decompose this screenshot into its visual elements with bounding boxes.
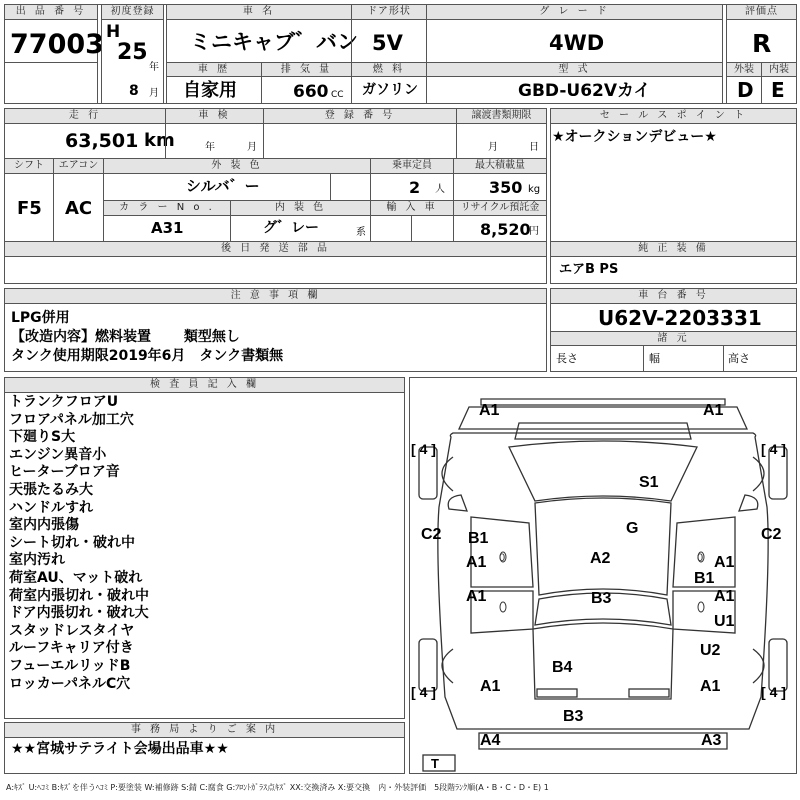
left-mirror-outline bbox=[448, 495, 467, 511]
list-item: フューエルリッドB bbox=[9, 657, 131, 674]
door-type: 5V bbox=[372, 31, 403, 55]
mark-tire-fl: [ 4 ] bbox=[411, 441, 436, 457]
header-score: 評価点 bbox=[726, 4, 797, 20]
month-unit: 月 bbox=[149, 88, 159, 99]
inspection-year: 年 bbox=[205, 142, 215, 153]
mark-b3-mid: B3 bbox=[591, 590, 612, 607]
header-mileage: 走 行 bbox=[4, 108, 166, 124]
header-recycle: リサイクル預託金 bbox=[453, 200, 547, 216]
recycle: 8,520 bbox=[480, 220, 531, 239]
mark-a1-right-door1: A1 bbox=[714, 554, 735, 571]
mark-a1-left-door1: A1 bbox=[466, 554, 487, 571]
rear-bumper-outline bbox=[479, 733, 727, 749]
right-rear-handle bbox=[698, 602, 704, 612]
header-first-reg: 初度登録 bbox=[101, 4, 164, 20]
header-history: 車 歴 bbox=[166, 62, 262, 77]
left-rear-handle bbox=[500, 602, 506, 612]
mark-s1: S1 bbox=[639, 474, 659, 491]
note-line: 【改造内容】燃料装置 類型無し bbox=[11, 329, 240, 345]
header-dims: 諸 元 bbox=[550, 331, 797, 346]
mark-b1-right: B1 bbox=[694, 570, 715, 587]
list-item: ハンドルすれ bbox=[9, 499, 93, 516]
mark-u2: U2 bbox=[700, 642, 721, 659]
t-mark-box bbox=[423, 755, 455, 771]
header-door: ドア形状 bbox=[351, 4, 427, 20]
reg-no-cell bbox=[263, 123, 457, 159]
mark-b1-left: B1 bbox=[468, 530, 489, 547]
recycle-unit: 円 bbox=[529, 226, 539, 237]
list-item: 下廻りS大 bbox=[9, 429, 76, 446]
mark-a1-left-door2: A1 bbox=[466, 588, 487, 605]
header-fuel: 燃 料 bbox=[351, 62, 427, 77]
transfer-month: 月 bbox=[488, 142, 498, 153]
header-max-load: 最大積載量 bbox=[453, 158, 547, 174]
mark-u1: U1 bbox=[714, 613, 735, 630]
mileage: 63,501 bbox=[65, 130, 139, 152]
header-transfer: 譲渡書類期限 bbox=[456, 108, 547, 124]
mark-a2: A2 bbox=[590, 550, 611, 567]
list-item: フロアパネル加工穴 bbox=[9, 411, 134, 428]
right-mirror-outline bbox=[739, 495, 758, 511]
max-load-unit: kg bbox=[528, 184, 541, 195]
displacement-unit: CC bbox=[331, 90, 344, 100]
aircon: AC bbox=[65, 198, 93, 219]
max-load: 350 bbox=[489, 178, 523, 197]
car-diagram-svg bbox=[409, 377, 797, 774]
notes bbox=[11, 309, 283, 366]
car-diagram bbox=[409, 377, 797, 774]
mark-g: G bbox=[626, 520, 639, 537]
list-item: エンジン異音小 bbox=[9, 446, 107, 463]
list-item: トランクフロアU bbox=[9, 394, 119, 410]
header-office: 事 務 局 よ り ご 案 内 bbox=[4, 722, 405, 738]
year-unit: 年 bbox=[149, 62, 159, 73]
chassis-no: U62V-2203331 bbox=[598, 306, 762, 330]
interior-grade: E bbox=[771, 78, 785, 102]
list-item: ドア内張切れ・破れ大 bbox=[9, 605, 149, 622]
header-reg-no: 登 録 番 号 bbox=[263, 108, 457, 124]
office-note: ★★宮城サテライト会場出品車★★ bbox=[11, 741, 229, 757]
transfer-day: 日 bbox=[529, 142, 539, 153]
list-item: シート切れ・破れ中 bbox=[9, 534, 135, 551]
ext-color: シルバ゛ー bbox=[186, 177, 260, 195]
reg-month: 8 bbox=[129, 83, 139, 99]
header-car-name: 車 名 bbox=[166, 4, 352, 20]
mark-tire-rr: [ 4 ] bbox=[761, 684, 786, 700]
displacement: 660 bbox=[293, 82, 329, 102]
roof-outline bbox=[535, 498, 671, 595]
mark-c2-left: C2 bbox=[421, 526, 442, 543]
int-color: グ゛レー bbox=[263, 220, 319, 236]
windshield-outline bbox=[509, 441, 697, 501]
mark-a3: A3 bbox=[701, 732, 722, 749]
lot-blank-cell bbox=[4, 62, 98, 104]
sales-point: ★オークションデビュー★ bbox=[552, 129, 717, 145]
fuel: ガソリン bbox=[362, 82, 418, 98]
header-later-parts: 後 日 発 送 部 品 bbox=[4, 241, 547, 257]
inspection-cell bbox=[165, 123, 264, 159]
header-inspection: 車 検 bbox=[165, 108, 264, 124]
header-chassis-no: 車 台 番 号 bbox=[550, 288, 797, 304]
header-genuine: 純 正 装 備 bbox=[550, 241, 797, 257]
mark-tire-rl: [ 4 ] bbox=[411, 684, 436, 700]
mark-zero-right: 0 bbox=[697, 552, 704, 564]
transfer-cell bbox=[456, 123, 547, 159]
import-cell-a bbox=[370, 215, 412, 242]
model: GBD-U62Vカイ bbox=[518, 81, 651, 101]
mark-b4: B4 bbox=[552, 659, 573, 676]
shift: F5 bbox=[17, 198, 42, 219]
inspection-month: 月 bbox=[247, 142, 257, 153]
genuine: エアB PS bbox=[559, 262, 619, 277]
later-parts-cell bbox=[4, 256, 547, 284]
tail-light-left bbox=[537, 689, 577, 697]
legend: A:ｷｽﾞ U:ﾍｺﾐ B:ｷｽﾞを伴うﾍｺﾐ P:要塗装 W:補修跡 S:錆 C:腐食 G:ﾌﾛﾝﾄｶﾞﾗｽ点ｷｽﾞ XX:交換済み X:要交換 内・外装評価 5段階ﾗﾝｸ順(A・B・C・D・E) 1 bbox=[6, 783, 549, 792]
list-item: 室内内張傷 bbox=[9, 517, 79, 534]
mark-t: T bbox=[431, 756, 439, 771]
header-color-no: カ ラ ー N o . bbox=[103, 200, 231, 216]
mark-top-left: A1 bbox=[479, 402, 500, 419]
header-inspector: 検 査 員 記 入 欄 bbox=[4, 377, 405, 393]
note-line: LPG併用 bbox=[11, 310, 70, 326]
list-item: 天張たるみ大 bbox=[9, 481, 93, 498]
mark-a1-rear-left: A1 bbox=[480, 678, 501, 695]
list-item: 荷室内張切れ・破れ中 bbox=[9, 587, 149, 604]
arch-fl bbox=[442, 457, 453, 491]
header-sales-point: セ ー ル ス ポ イ ン ト bbox=[550, 108, 797, 124]
dim-height: 高さ bbox=[728, 352, 750, 365]
mark-zero-left: 0 bbox=[499, 552, 506, 564]
era: H bbox=[106, 22, 121, 42]
header-ext-color: 外 装 色 bbox=[103, 158, 371, 174]
list-item: スタッドレスタイヤ bbox=[9, 622, 135, 639]
header-aircon: エアコン bbox=[53, 158, 104, 174]
dim-width: 幅 bbox=[649, 352, 660, 365]
header-capacity: 乗車定員 bbox=[370, 158, 454, 174]
mark-c2-right: C2 bbox=[761, 526, 782, 543]
lot-no: 77003 bbox=[10, 29, 104, 60]
header-displacement: 排 気 量 bbox=[261, 62, 352, 77]
windshield-top-outline bbox=[515, 423, 691, 439]
mark-a4: A4 bbox=[480, 732, 501, 749]
grade: 4WD bbox=[549, 31, 605, 55]
header-interior-grade: 内装 bbox=[761, 62, 797, 77]
header-model: 型 式 bbox=[426, 62, 723, 77]
list-item: ヒーターブロア音 bbox=[9, 464, 120, 481]
history: 自家用 bbox=[183, 80, 237, 101]
note-line: タンク使用期限2019年6月 タンク書類無 bbox=[11, 348, 284, 364]
list-item: ルーフキャリア付き bbox=[9, 640, 134, 657]
header-import: 輸 入 車 bbox=[370, 200, 454, 216]
exterior-grade: D bbox=[737, 78, 754, 102]
mileage-unit: km bbox=[144, 130, 175, 151]
header-shift: シフト bbox=[4, 158, 54, 174]
list-item: ロッカーパネルC穴 bbox=[9, 675, 131, 692]
dim-length: 長さ bbox=[556, 352, 578, 365]
mark-top-right: A1 bbox=[703, 402, 724, 419]
import-cell-b bbox=[411, 215, 454, 242]
car-name: ミニキャブ゛バン bbox=[190, 30, 358, 54]
list-item: 荷室AU、マット破れ bbox=[9, 569, 143, 586]
mark-b3-rear: B3 bbox=[563, 708, 584, 725]
list-item: 室内汚れ bbox=[9, 552, 65, 569]
inspector-list bbox=[9, 394, 149, 693]
header-int-color: 内 装 色 bbox=[230, 200, 371, 216]
capacity: 2 bbox=[409, 178, 421, 197]
tail-light-right bbox=[629, 689, 669, 697]
color-no: A31 bbox=[151, 219, 184, 237]
reg-year: 25 bbox=[117, 40, 148, 65]
mark-tire-fr: [ 4 ] bbox=[761, 441, 786, 457]
mark-a1-rear-right: A1 bbox=[700, 678, 721, 695]
header-lot-no: 出 品 番 号 bbox=[4, 4, 98, 20]
header-grade: グ レ ー ド bbox=[426, 4, 723, 20]
score: R bbox=[752, 29, 772, 58]
mark-a1-right-door2: A1 bbox=[714, 588, 735, 605]
header-exterior-grade: 外装 bbox=[726, 62, 762, 77]
int-color-unit: 系 bbox=[356, 227, 366, 238]
header-notes: 注 意 事 項 欄 bbox=[4, 288, 547, 304]
capacity-unit: 人 bbox=[435, 184, 445, 195]
front-bumper-outline bbox=[481, 399, 725, 405]
ext-color-extra bbox=[330, 173, 371, 201]
arch-fr bbox=[753, 457, 764, 491]
